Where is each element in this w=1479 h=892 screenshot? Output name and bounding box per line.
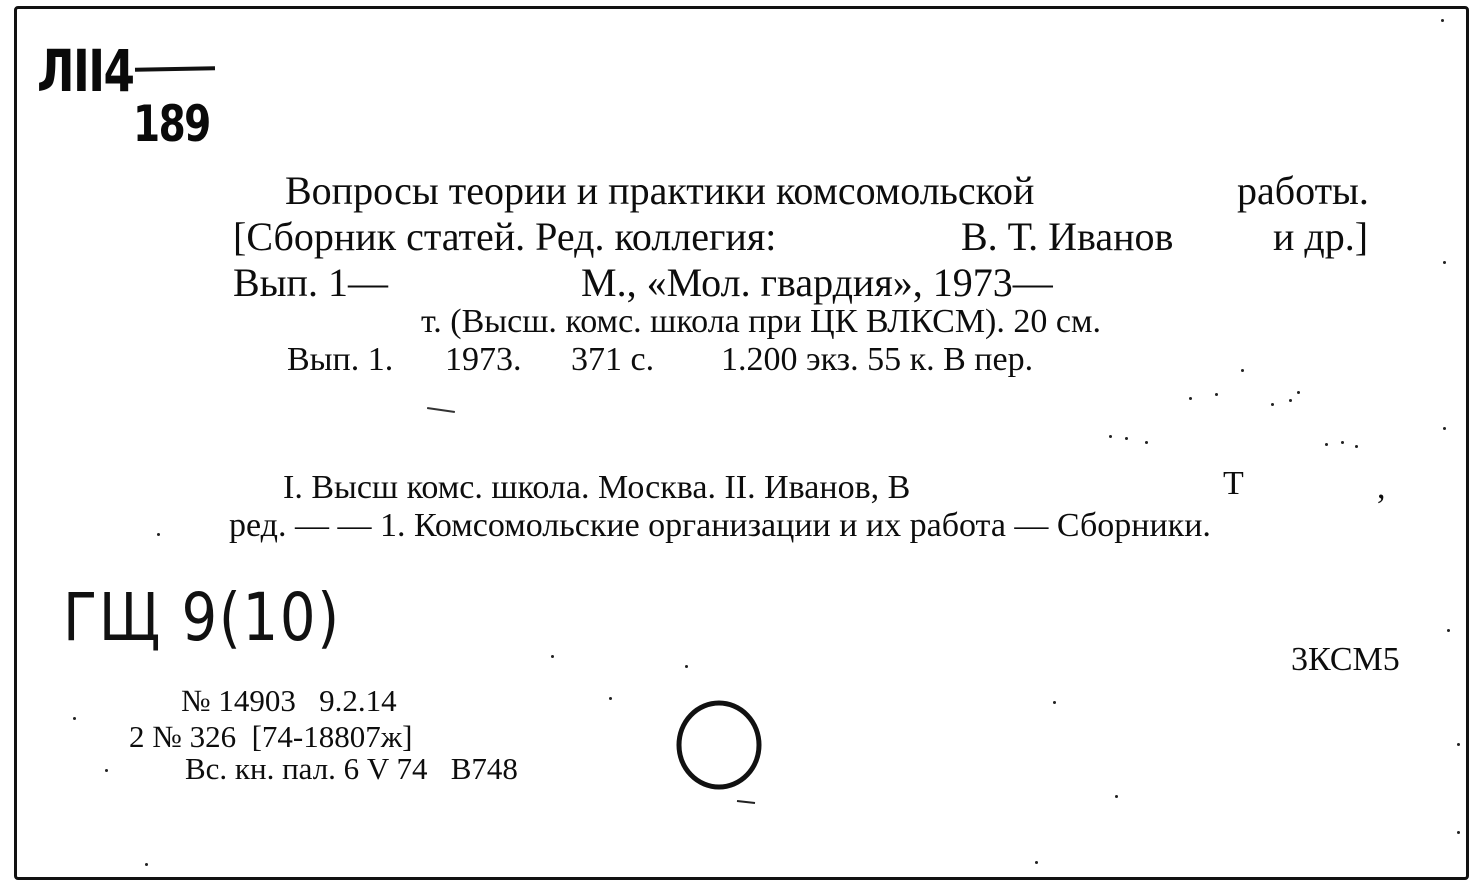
- classification-code: 3КСМ5: [1291, 641, 1400, 678]
- title-line-2c: и др.]: [1273, 214, 1369, 259]
- title-line-1a: Вопросы теории и практики комсомольской: [285, 168, 1035, 213]
- handwritten-shelf-mark-bottom: 189: [133, 95, 210, 153]
- dash-mark: [427, 407, 455, 413]
- handwritten-shelf-mark-top: ЛII4: [37, 37, 134, 105]
- catalog-card: [14, 6, 1469, 880]
- handwritten-classification: ГЩ 9(10): [63, 579, 341, 656]
- speck-cluster: [1185, 389, 1315, 449]
- footer-line-2: 2 № 326 [74-18807ж]: [129, 719, 413, 754]
- title-line-1b: работы.: [1237, 168, 1369, 213]
- speck: [1053, 701, 1056, 704]
- shelf-mark-fraction-line: [135, 66, 215, 71]
- tracings-line-1b: Т: [1223, 465, 1244, 502]
- speck: [1443, 427, 1446, 430]
- footer-line-3: Вс. кн. пал. 6 V 74 В748: [185, 751, 518, 786]
- issue-pages: 371 с.: [571, 341, 655, 378]
- speck: [1441, 19, 1444, 22]
- speck: [1115, 795, 1118, 798]
- speck: [551, 655, 554, 658]
- title-line-3b: М., «Мол. гвардия», 1973—: [581, 260, 1053, 305]
- tracings-line-1c: ,: [1377, 469, 1386, 506]
- speck: [105, 769, 108, 772]
- speck: [685, 665, 688, 668]
- speck: [145, 863, 148, 866]
- speck: [1457, 831, 1460, 834]
- title-line-3a: Вып. 1—: [233, 260, 388, 305]
- speck: [1457, 743, 1460, 746]
- speck: [73, 717, 76, 720]
- issue-year: 1973.: [445, 341, 522, 378]
- title-line-2b: В. Т. Иванов: [961, 214, 1174, 259]
- tracings-line-1a: I. Высш комс. школа. Москва. II. Иванов, В: [283, 469, 911, 506]
- speck: [1241, 369, 1244, 372]
- physical-description: т. (Высш. комс. школа при ЦК ВЛКСМ). 20 см.: [421, 303, 1101, 340]
- footer-line-1: № 14903 9.2.14: [181, 683, 397, 718]
- title-line-2a: [Сборник статей. Ред. коллегия:: [233, 214, 777, 259]
- issue-print-run-price: 1.200 экз. 55 к. В пер.: [721, 341, 1034, 378]
- issue-number: Вып. 1.: [287, 341, 394, 378]
- tracings-line-2: ред. — — 1. Комсомольские организации и их работа — Сборники.: [229, 507, 1211, 544]
- speck: [1443, 261, 1446, 264]
- speck: [609, 697, 612, 700]
- speck: [1447, 629, 1450, 632]
- speck: [157, 533, 160, 536]
- circle-mark-icon: [675, 697, 771, 809]
- speck: [1035, 861, 1038, 864]
